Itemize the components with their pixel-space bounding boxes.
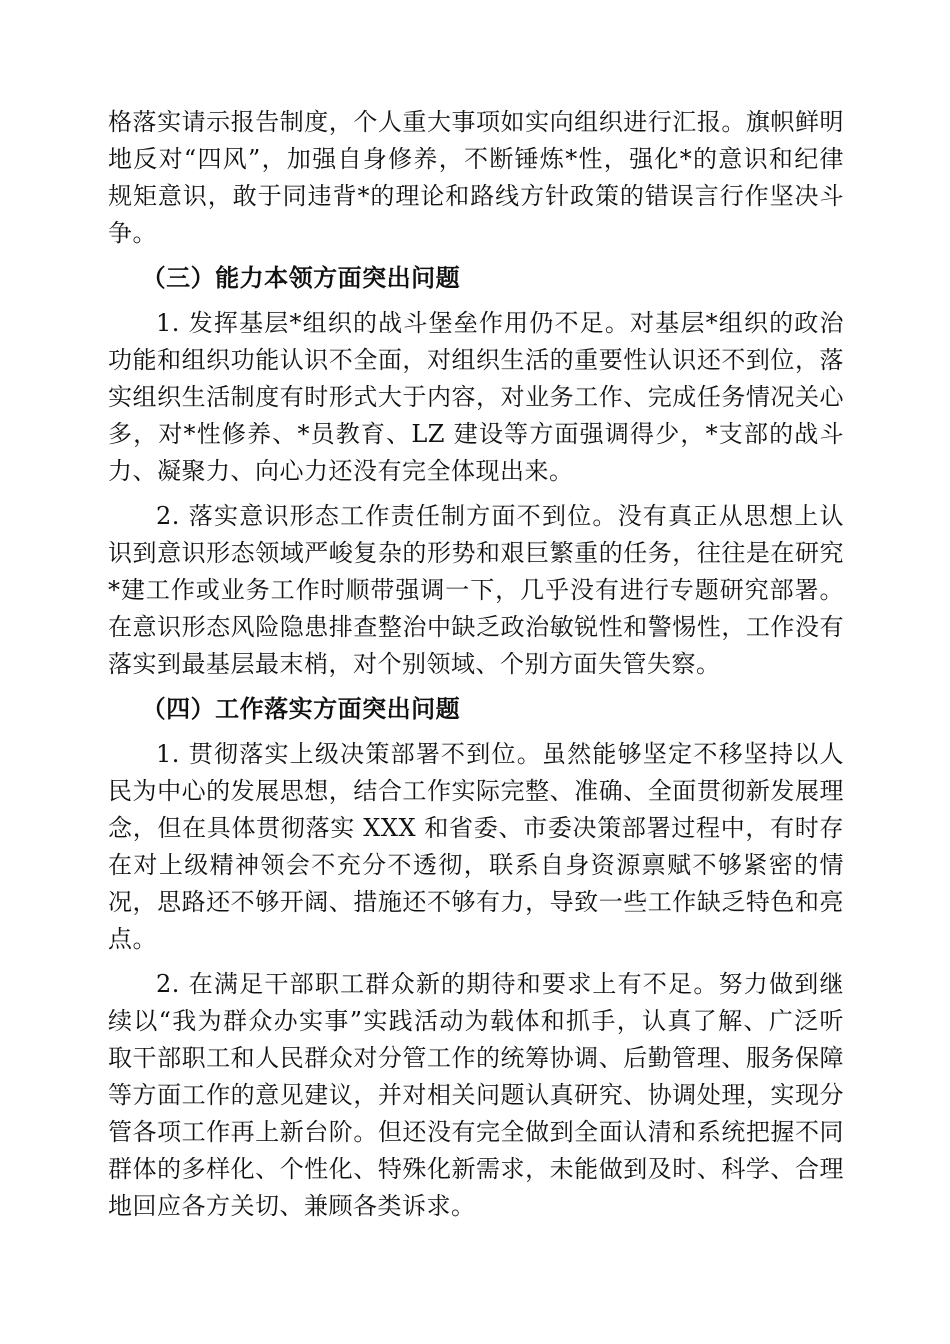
- paragraph-4-2: 2. 在满足干部职工群众新的期待和要求上有不足。努力做到继续以“我为群众办实事”实践活动为载体和抓手，认真了解、广泛听取干部职工和人民群众对分管工作的统筹协调、后勤管理、服务保障等方面工作的意见建议，并对相关问题认真研究、协调处理，实现分管各项工作再上新台阶。但还没有完全做到全面认清和系统把握不同群体的多样化、个性化、特殊化新需求，未能做到及时、科学、合理地回应各方关切、兼顾各类诉求。: [108, 970, 844, 1220]
- document-page: [108, 104, 844, 1233]
- paragraph-3-2: 2. 落实意识形态工作责任制方面不到位。没有真正从思想上认识到意识形态领域严峻复杂的形势和艰巨繁重的任务，往往是在研究*建工作或业务工作时顺带强调一下，几乎没有进行专题研究部署。在意识形态风险隐患排查整治中缺乏政治敏锐性和警惕性，工作没有落实到最基层最末梢，对个别领域、个别方面失管失察。: [108, 502, 844, 678]
- paragraph-4-1: 1. 贯彻落实上级决策部署不到位。虽然能够坚定不移坚持以人民为中心的发展思想，结合工作实际完整、准确、全面贯彻新发展理念，但在具体贯彻落实 XXX 和省委、市委决策部署过程中，有时存在对上级精神领会不充分不透彻，联系自身资源禀赋不够紧密的情况，思路还不够开阔、措施还不够有力，导致一些工作缺乏特色和亮点。: [108, 740, 844, 953]
- paragraph-3-1: 1. 发挥基层*组织的战斗堡垒作用仍不足。对基层*组织的政治功能和组织功能认识不全面，对组织生活的重要性认识还不到位，落实组织生活制度有时形式大于内容，对业务工作、完成任务情况关心多，对*性修养、*员教育、LZ 建设等方面强调得少，*支部的战斗力、凝聚力、向心力还没有完全体现出来。: [108, 309, 844, 485]
- paragraph-continuation: 格落实请示报告制度，个人重大事项如实向组织进行汇报。旗帜鲜明地反对“四风”，加强自身修养，不断锤炼*性，强化*的意识和纪律规矩意识，敢于同违背*的理论和路线方针政策的错误言行作坚决斗争。: [108, 108, 844, 247]
- section-heading-3: （三）能力本领方面突出问题: [141, 264, 461, 292]
- section-heading-4: （四）工作落实方面突出问题: [141, 695, 461, 723]
